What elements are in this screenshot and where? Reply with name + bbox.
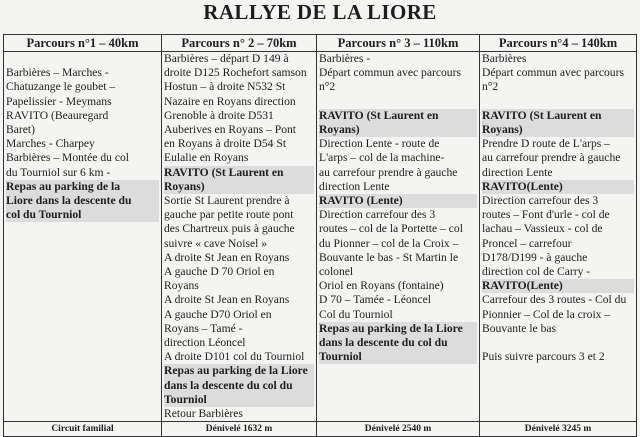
route-1-header: Parcours n°1 – 40km [4, 35, 162, 52]
route-line: Départ commun avec parcours [319, 66, 461, 80]
route-line: n°2 [482, 80, 499, 94]
highlight-line: RAVITO(Lente) [482, 279, 634, 293]
body-row [4, 52, 637, 422]
route-line: Royans [164, 279, 199, 293]
route-line: n°2 [319, 80, 336, 94]
route-4-header: Parcours n°4 – 140km [480, 35, 637, 52]
route-2-header: Parcours n° 2 – 70km [162, 35, 317, 52]
route-line: Sortie St Laurent prendre à [164, 194, 290, 208]
route-line: droite D125 Rochefort samson [164, 66, 307, 80]
route-line: direction col de Carry - [482, 265, 591, 279]
route-line: Carrefour des 3 routes - Col du [482, 293, 627, 307]
highlight-line: Royans) [319, 123, 477, 137]
route-line [482, 336, 634, 350]
route-line: du Tourniol sur 6 km - [6, 165, 111, 179]
route-line: Royans – Tamé - [164, 321, 243, 335]
route-line: Puis suivre parcours 3 et 2 [482, 350, 605, 364]
route-3-header: Parcours n° 3 – 110km [317, 35, 480, 52]
route-line: Barbières – Montée du col [6, 151, 129, 165]
route-line: au carrefour prendre à gauche [319, 165, 458, 179]
route-4-description [480, 52, 637, 422]
route-1-footer: Circuit familial [4, 422, 162, 437]
highlight-line: RAVITO (St Laurent en [164, 166, 314, 180]
route-line: au carrefour prendre à gauche [482, 151, 621, 165]
route-line: Direction Lente - route de [319, 137, 440, 151]
route-3-description [317, 52, 480, 422]
route-line: gauche par petite route pont [164, 208, 294, 222]
route-line: Barbières – départ D 149 à [164, 52, 289, 65]
route-line: A droite St Jean en Royans [164, 293, 290, 307]
highlight-line: Tourniol [319, 350, 477, 364]
highlight-line: Royans) [164, 180, 314, 194]
highlight-line: Tourniol [164, 393, 314, 407]
route-line: Marches - Charpey [6, 137, 95, 151]
footer-row [4, 422, 637, 437]
route-line: Nazaire en Royans direction [164, 94, 296, 108]
route-line: A droite D101 col du Tourniol [164, 350, 305, 364]
document-title: RALLYE DE LA LIORE [203, 0, 437, 24]
route-line: Direction carrefour des 3 [482, 194, 599, 208]
route-line: routes – col de la Portette – col [319, 222, 463, 236]
route-line: en Royans à droite D54 St [164, 137, 287, 151]
route-line [319, 95, 477, 109]
route-line: Baret) [6, 123, 35, 136]
routes-table [3, 34, 637, 437]
highlight-line: dans la descente du col du [319, 336, 477, 350]
highlight-line: Repas au parking de la Liore [164, 364, 314, 378]
route-line: Eulalie en Royans [164, 151, 249, 165]
route-line: des Chartreux puis à gauche [164, 222, 295, 236]
route-line: D 70 – Tamée - Léoncel [319, 293, 431, 307]
route-line: A gauche D70 Oriol en [164, 307, 272, 321]
route-2-footer: Dénivelé 1632 m [162, 422, 317, 437]
route-line: colonel [319, 265, 354, 279]
route-line: A droite St Jean en Royans [164, 250, 290, 264]
route-line: du Pionner – col de la Croix – [319, 236, 459, 250]
route-4-footer: Dénivelé 3245 m [480, 422, 637, 437]
route-line: Chatuzange le goubet – [6, 80, 116, 94]
route-line: Auberives en Royans – Pont [164, 123, 297, 137]
route-line: suivre « cave Noisel » [164, 236, 268, 250]
route-3-footer: Dénivelé 2540 m [317, 422, 480, 437]
route-line: D178/D199 - à gauche [482, 250, 588, 264]
route-line: lachau – Vassieux - col de [482, 222, 603, 236]
route-line: A gauche D 70 Oriol en [164, 265, 275, 279]
route-line: Bouvante le bas [482, 321, 557, 335]
route-line: Départ commun avec parcours [482, 66, 624, 80]
highlight-line: Repas au parking de la Liore [319, 322, 477, 336]
route-line: direction Léoncel [164, 336, 246, 350]
route-line: routes – Font d'urle - col de [482, 208, 610, 222]
route-line [6, 52, 159, 66]
route-2-description [162, 52, 317, 422]
route-line: Col du Tourniol [319, 307, 393, 321]
route-line: direction Lente [482, 165, 553, 179]
highlight-line: Liore dans la descente du [6, 194, 159, 208]
highlight-line: col du Tourniol [6, 208, 159, 222]
highlight-line: Royans) [482, 123, 634, 137]
highlight-line: dans la descente du col du [164, 379, 314, 393]
header-row [4, 35, 637, 52]
route-line: Bouvante le bas - St Martin le [319, 250, 459, 264]
route-line: Papelissier - Meymans [6, 94, 112, 108]
highlight-line: RAVITO (Lente) [319, 194, 477, 208]
route-line: Hostun – à droite N532 St [164, 80, 286, 94]
route-line: direction Lente [319, 179, 390, 193]
route-line: Oriol en Royans (fontaine) [319, 279, 444, 293]
route-line: Barbières – Marches - [6, 66, 109, 80]
highlight-line: Repas au parking de la [6, 180, 159, 194]
route-line [482, 95, 634, 109]
route-line: Retour Barbières [164, 407, 243, 421]
route-line: Pionnier – Col de la croix – [482, 307, 611, 321]
highlight-line: RAVITO (St Laurent en [319, 109, 477, 123]
route-line: L'arps – col de la machine- [319, 151, 445, 165]
route-line: RAVITO (Beauregard [6, 108, 109, 122]
route-line: Proncel – carrefour [482, 236, 572, 250]
highlight-line: RAVITO(Lente) [482, 180, 634, 194]
route-line: Grenoble à droite D531 [164, 108, 274, 122]
route-line: Barbières [482, 52, 527, 65]
route-line: Barbières - [319, 52, 371, 65]
route-line: Prendre D route de L'arps – [482, 137, 610, 151]
route-line: Direction carrefour des 3 [319, 208, 436, 222]
route-1-description [4, 52, 162, 422]
highlight-line: RAVITO (St Laurent en [482, 109, 634, 123]
